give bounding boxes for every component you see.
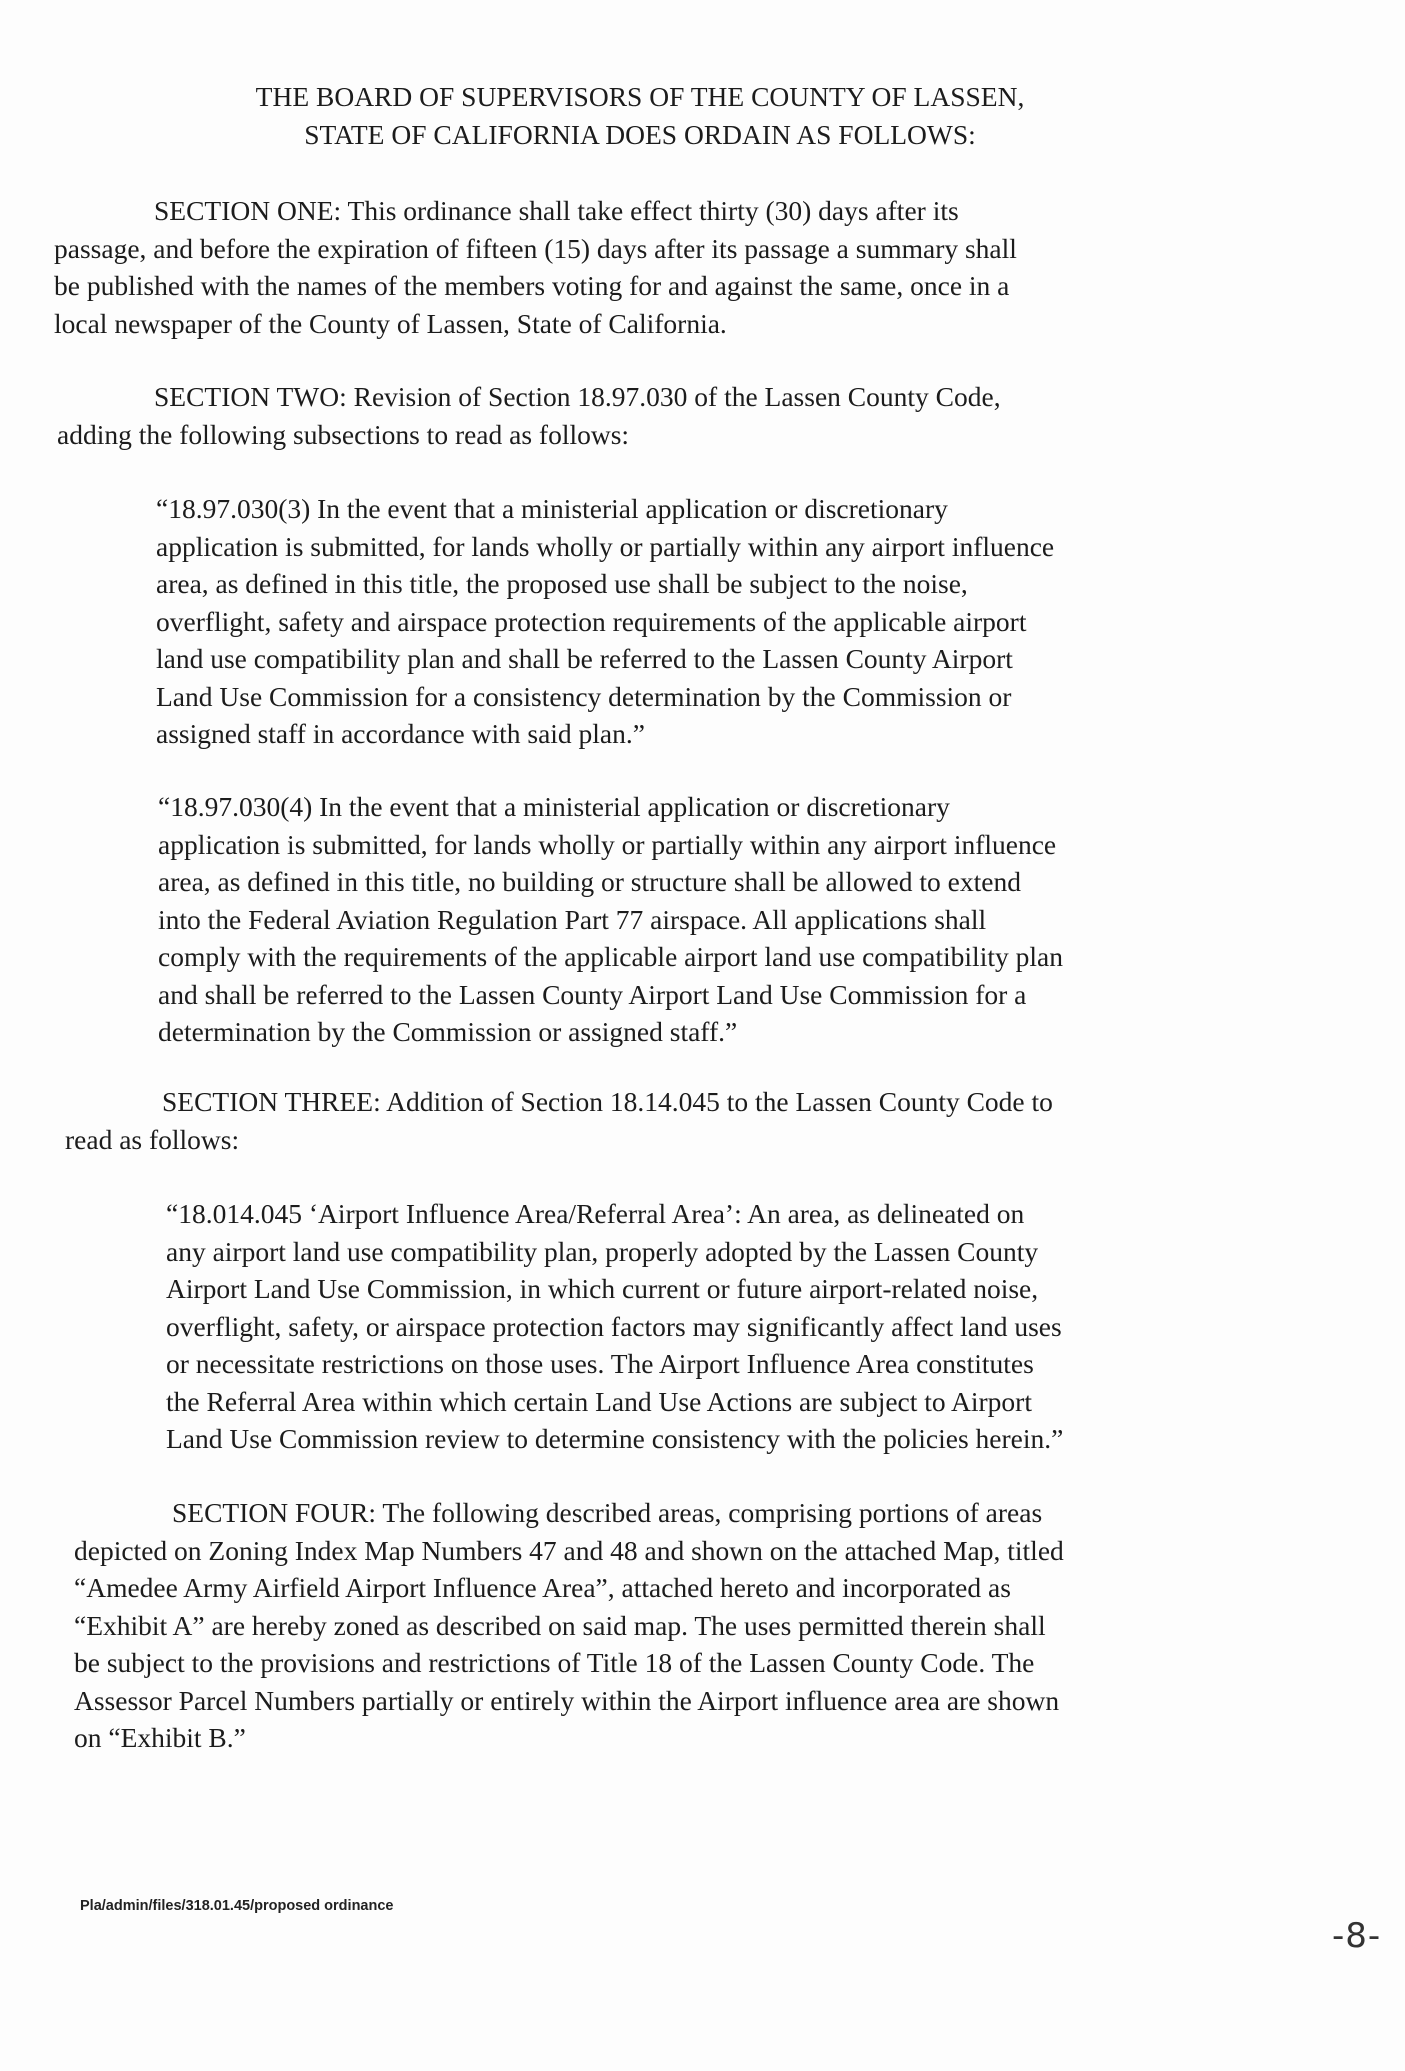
paragraph-line: SECTION FOUR: The following described areas, comprising portions of areas [172,1497,1043,1528]
paragraph-line: determination by the Commission or assigned staff.” [158,1016,738,1047]
paragraph-line: SECTION ONE: This ordinance shall take effect thirty (30) days after its [154,195,959,226]
paragraph-line: depicted on Zoning Index Map Numbers 47 and 48 and shown on the attached Map, titled [74,1534,1064,1566]
paragraph-line: land use compatibility plan and shall be referred to the Lassen County Airport [156,643,1013,674]
page-number: -8- [1332,1916,1382,1956]
paragraph-line: Land Use Commission for a consistency determination by the Commission or [156,680,1012,712]
paragraph-line: into the Federal Aviation Regulation Part 77 airspace. All applications shall [158,903,987,935]
section-two-paragraph [57,378,1001,453]
paragraph-line: application is submitted, for lands wholly or partially within any airport influence [158,828,1057,860]
ordinance-heading [0,78,1280,153]
paragraph-line: be subject to the provisions and restrictions of Title 18 of the Lassen County Code. The [74,1647,1035,1678]
paragraph-line: on “Exhibit B.” [74,1722,246,1753]
paragraph-line: area, as defined in this title, no building or structure shall be allowed to extend [158,866,1021,897]
airport-influence-area-definition [166,1195,1063,1458]
section-one-paragraph [54,192,1017,342]
paragraph-line: Airport Land Use Commission, in which current or future airport-related noise, [166,1273,1039,1304]
paragraph-line: Land Use Commission review to determine consistency with the policies herein.” [166,1423,1064,1454]
paragraph-line: or necessitate restrictions on those uses. The Airport Influence Area constitutes [166,1348,1034,1379]
heading-line-2: STATE OF CALIFORNIA DOES ORDAIN AS FOLLOWS: [304,118,976,150]
subsection-18-97-030-4 [158,788,1063,1051]
paragraph-line: “18.97.030(4) In the event that a ministerial application or discretionary [158,791,950,822]
paragraph-line: “Exhibit A” are hereby zoned as described on said map. The uses permitted therein shall [74,1609,1046,1641]
paragraph-line: any airport land use compatibility plan, properly adopted by the Lassen County [166,1235,1039,1267]
paragraph-line: be published with the names of the members voting for and against the same, once in a [54,270,1010,301]
paragraph-line: passage, and before the expiration of fifteen (15) days after its passage a summary shall [54,232,1017,264]
heading-line-1: THE BOARD OF SUPERVISORS OF THE COUNTY OF LASSEN, [255,81,1025,112]
paragraph-line: SECTION TWO: Revision of Section 18.97.030 of the Lassen County Code, [154,381,1001,412]
paragraph-line: “18.97.030(3) In the event that a ministerial application or discretionary [156,493,948,524]
paragraph-line: “Amedee Army Airfield Airport Influence Area”, attached hereto and incorporated as [74,1572,1011,1603]
subsection-18-97-030-3 [156,490,1054,753]
paragraph-line: local newspaper of the County of Lassen, State of California. [54,307,727,339]
paragraph-line: area, as defined in this title, the proposed use shall be subject to the noise, [156,568,968,599]
section-four-paragraph [74,1494,1064,1757]
section-three-paragraph [65,1083,1053,1158]
file-path-footer: Pla/admin/files/318.01.45/proposed ordinance [80,1898,394,1914]
paragraph-line: adding the following subsections to read as follows: [57,418,630,450]
paragraph-line: “18.014.045 ‘Airport Influence Area/Referral Area’: An area, as delineated on [166,1198,1025,1229]
paragraph-line: read as follows: [65,1123,240,1155]
paragraph-line: assigned staff in accordance with said plan.” [156,718,645,749]
paragraph-line: application is submitted, for lands wholly or partially within any airport influence [156,530,1055,562]
paragraph-line: SECTION THREE: Addition of Section 18.14.045 to the Lassen County Code to [162,1086,1053,1117]
paragraph-line: Assessor Parcel Numbers partially or entirely within the Airport influence area are shown [74,1684,1060,1716]
paragraph-line: overflight, safety, or airspace protection factors may significantly affect land uses [166,1310,1062,1342]
paragraph-line: and shall be referred to the Lassen County Airport Land Use Commission for a [158,978,1027,1010]
paragraph-line: overflight, safety and airspace protection requirements of the applicable airport [156,605,1027,637]
paragraph-line: comply with the requirements of the applicable airport land use compatibility plan [158,941,1063,972]
paragraph-line: the Referral Area within which certain Land Use Actions are subject to Airport [166,1385,1032,1417]
